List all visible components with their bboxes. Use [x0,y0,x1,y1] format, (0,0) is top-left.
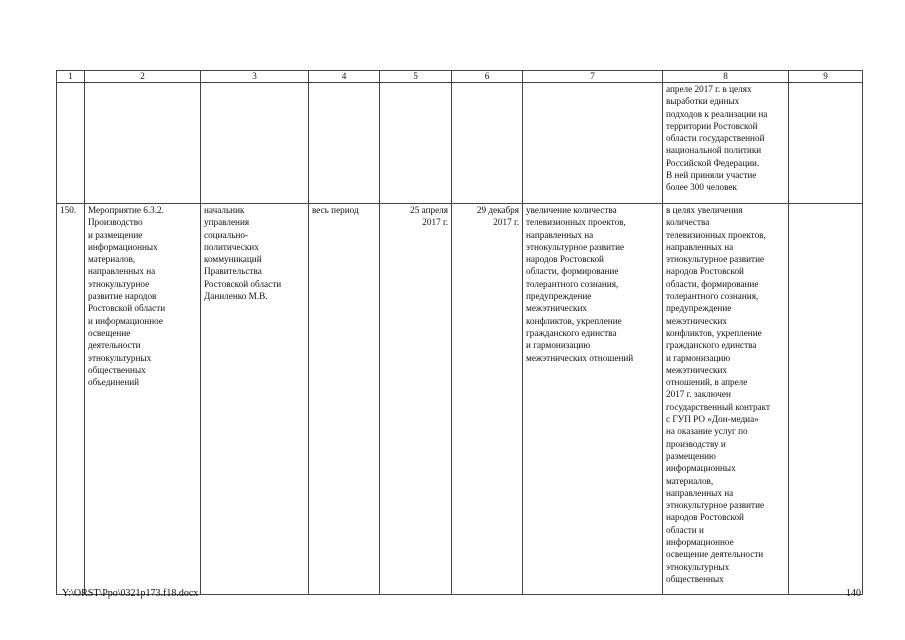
end-date: 29 декабря 2017 г. [476,205,519,228]
expected-result-text: увеличение количества телевизионных проектов, направленных на этнокультурное развитие народов Ростовской области, формирование толерантного сознания, предупреждение межэтнических конфликтов, укрепление гражданского единства и гармонизацию межэтнических отношений [526,205,634,363]
table-cell [85,83,201,204]
table-cell [85,204,201,595]
table-cell [663,204,789,595]
table-cell [380,204,452,595]
table-cell [452,83,523,204]
table-cell [309,83,380,204]
period-text: весь период [312,205,359,215]
table-cell [789,204,863,595]
report-table [56,70,863,595]
column-header: 9 [789,71,863,83]
table-container [56,70,862,595]
activity-text: Мероприятие 6.3.2. Производство и размещение информационных материалов, направленных на этнокультурное развитие народов Ростовской области и информационное освещение деятельности этнокультурных общественных объединений [88,205,166,388]
table-row-continued [57,83,863,204]
row-number: 150. [60,205,77,215]
column-number-row [57,71,863,83]
page-number: 140 [846,588,861,599]
responsible-text: начальник управления социально- политических коммуникаций Правительства Ростовской области Даниленко М.В. [204,205,282,302]
table-cell [789,83,863,204]
column-header: 4 [309,71,380,83]
table-cell [380,83,452,204]
table-cell [663,83,789,204]
column-header: 5 [380,71,452,83]
page-footer [62,588,861,599]
column-header: 6 [452,71,523,83]
table-cell [523,204,663,595]
table-cell [57,83,85,204]
column-header: 1 [57,71,85,83]
actual-result-text: в целях увеличения количества телевизионных проектов, направленных на этнокультурное развитие народов Ростовской области, формирование толерантного сознания, предупреждение межэтнических конфликтов, укрепление гражданского единства и гармонизацию межэтнических отношений, в апреле 2017 г. заключен государственный контракт с ГУП РО «Дон-медиа» на оказание услуг по производству и размещению информационных материалов, направленных на этнокультурное развитие народов Ростовской области и информационное освещение деятельности этнокультурных общественных [666,205,771,584]
table-cell [57,204,85,595]
table-cell [201,83,309,204]
column-header: 7 [523,71,663,83]
start-date: 25 апреля 2017 г. [410,205,448,228]
table-cell [309,204,380,595]
table-cell [201,204,309,595]
actual-result-continued: апреле 2017 г. в целях выработки единых подходов к реализации на территории Ростовской области государственной национальной политики Российской Федерации. В ней приняли участие более 300 человек [666,84,768,193]
table-row [57,204,863,595]
table-cell [523,83,663,204]
column-header: 8 [663,71,789,83]
column-header: 2 [85,71,201,83]
table-cell [452,204,523,595]
column-header: 3 [201,71,309,83]
file-path: Y:\ORST\Ppo\0321p173.f18.docx [62,588,199,599]
